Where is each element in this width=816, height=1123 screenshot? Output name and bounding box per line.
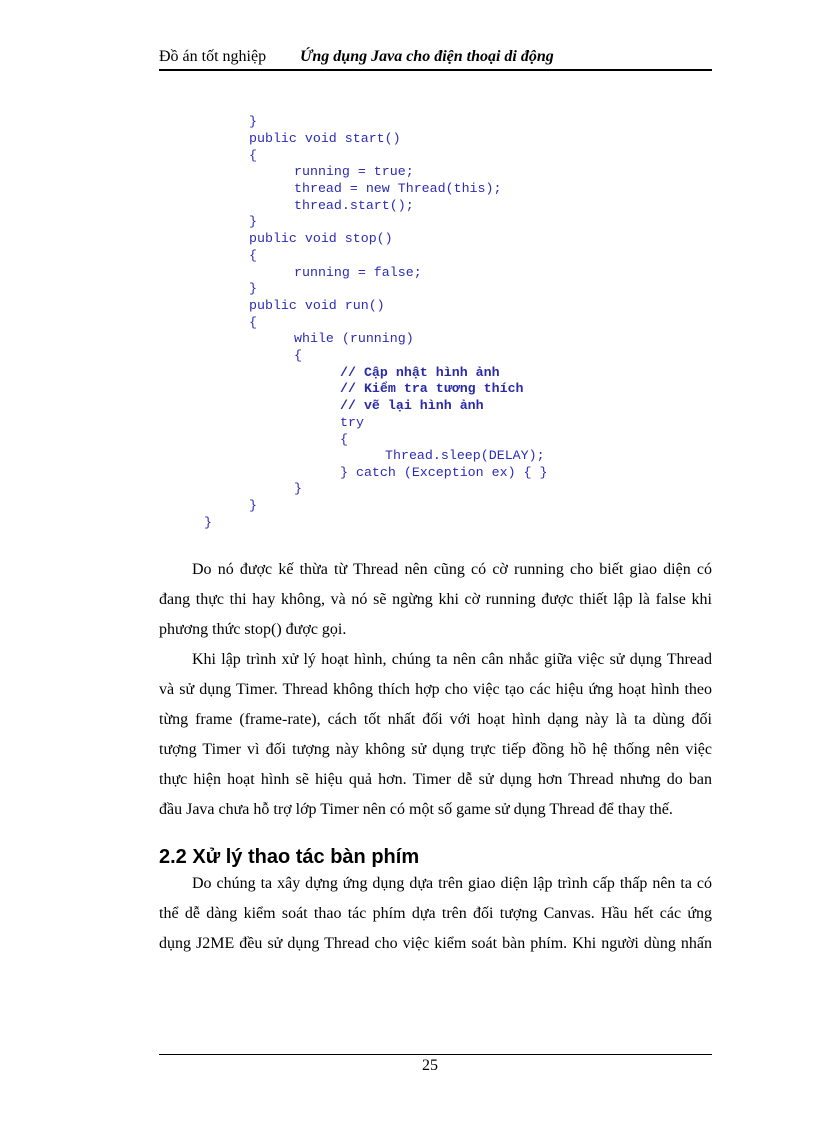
code-line: public void stop() bbox=[249, 231, 393, 246]
code-line: { bbox=[249, 148, 257, 163]
code-line: } bbox=[249, 281, 257, 296]
page-number: 25 bbox=[422, 1057, 438, 1074]
text-line: Do nó được kế thừa từ Thread nên cũng có cờ running cho biết giao diện có bbox=[192, 561, 712, 578]
header-title: Ứng dụng Java cho điện thoại di động bbox=[300, 48, 554, 65]
code-line: try bbox=[340, 415, 364, 430]
text-line: dụng J2ME đều sử dụng Thread cho việc kiểm soát bàn phím. Khi người dùng nhấn bbox=[159, 935, 712, 952]
code-comment: // Kiểm tra tương thích bbox=[340, 381, 524, 396]
section-heading: 2.2 Xử lý thao tác bàn phím bbox=[159, 846, 420, 868]
code-line: } bbox=[249, 114, 257, 129]
code-line: } bbox=[249, 214, 257, 229]
text-line: tượng Timer vì đối tượng này không sử dụng trực tiếp đồng hồ hệ thống nên việc bbox=[159, 741, 712, 758]
code-line: public void start() bbox=[249, 131, 401, 146]
text-line: phương thức stop() được gọi. bbox=[159, 621, 347, 638]
code-line: public void run() bbox=[249, 298, 385, 313]
code-comment: // vẽ lại hình ảnh bbox=[340, 398, 484, 413]
code-line: } bbox=[249, 498, 257, 513]
code-line: { bbox=[249, 315, 257, 330]
text-line: và sử dụng Timer. Thread không thích hợp cho việc tạo các hiệu ứng hoạt hình theo bbox=[159, 681, 712, 698]
text-line: đầu Java chưa hỗ trợ lớp Timer nên có một số game sử dụng Thread để thay thế. bbox=[159, 801, 673, 818]
text-line: thể dễ dàng kiểm soát thao tác phím dựa trên đối tượng Canvas. Hầu hết các ứng bbox=[159, 905, 712, 922]
text-line: đang thực thi hay không, và nó sẽ ngừng khi cờ running được thiết lập là false khi bbox=[159, 591, 712, 608]
header-rule bbox=[159, 69, 712, 71]
code-line: { bbox=[340, 432, 348, 447]
code-line: thread = new Thread(this); bbox=[294, 181, 502, 196]
text-line: thực hiện hoạt hình sẽ hiệu quả hơn. Timer dễ sử dụng hơn Thread nhưng do ban bbox=[159, 771, 712, 788]
text-line: từng frame (frame-rate), cách tốt nhất đối với hoạt hình dạng này là ta dùng đối bbox=[159, 711, 712, 728]
code-line: thread.start(); bbox=[294, 198, 414, 213]
code-line: { bbox=[249, 248, 257, 263]
code-comment: // Cập nhật hình ảnh bbox=[340, 365, 500, 380]
text-line: Khi lập trình xử lý hoạt hình, chúng ta nên cân nhắc giữa việc sử dụng Thread bbox=[192, 651, 712, 668]
page-header bbox=[159, 48, 712, 70]
code-line: } catch (Exception ex) { } bbox=[340, 465, 548, 480]
code-line: Thread.sleep(DELAY); bbox=[385, 448, 545, 463]
code-line: running = false; bbox=[294, 265, 422, 280]
code-line: { bbox=[294, 348, 302, 363]
header-left-text: Đồ án tốt nghiệp bbox=[159, 48, 267, 65]
text-line: Do chúng ta xây dựng ứng dụng dựa trên giao diện lập trình cấp thấp nên ta có bbox=[192, 875, 712, 892]
code-line: } bbox=[204, 515, 212, 530]
code-line: } bbox=[294, 481, 302, 496]
code-line: running = true; bbox=[294, 164, 414, 179]
footer-rule bbox=[159, 1054, 712, 1055]
code-line: while (running) bbox=[294, 331, 414, 346]
